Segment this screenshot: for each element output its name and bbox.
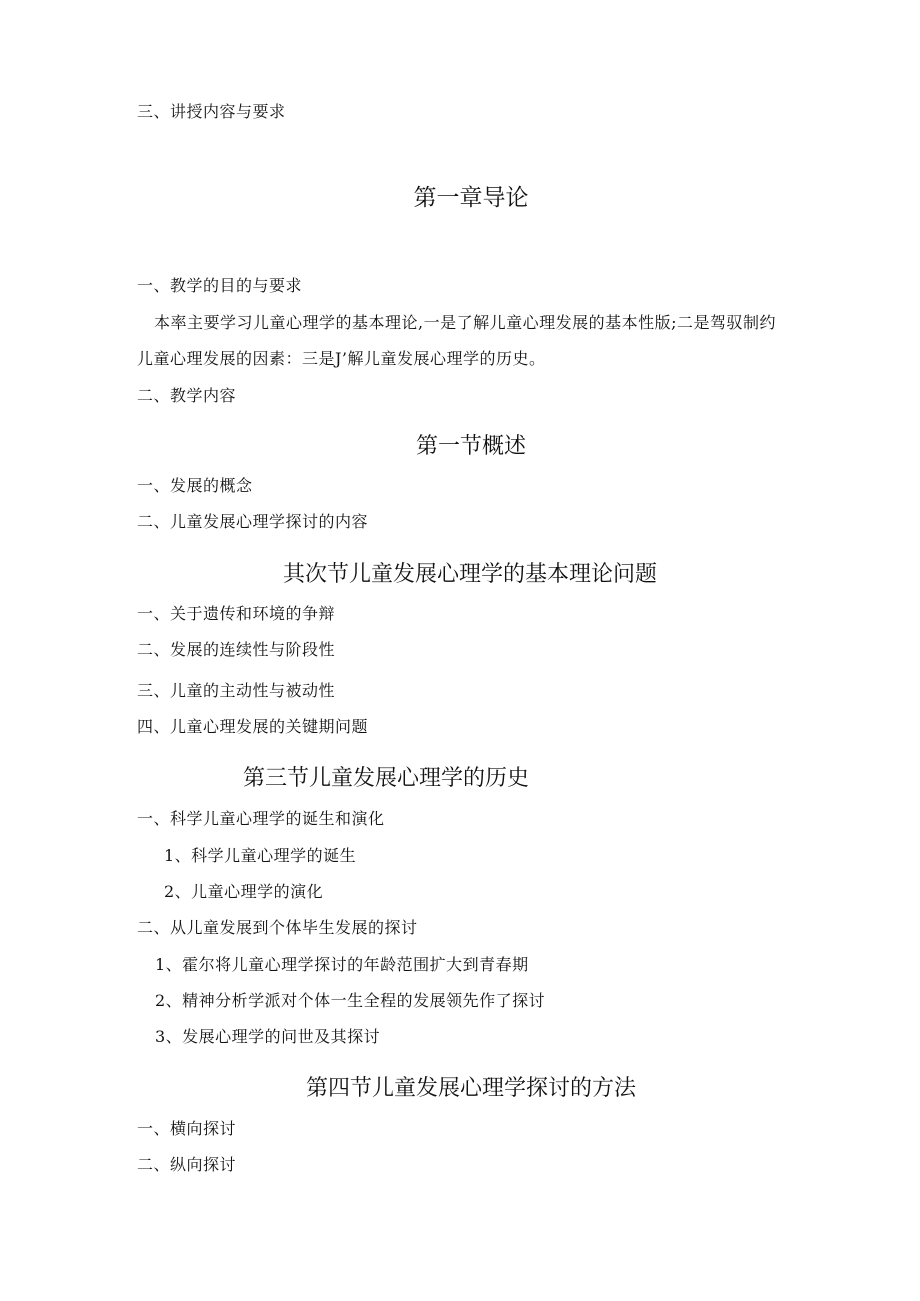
list-item: 1、霍尔将儿童心理学探讨的年龄范围扩大到青春期: [155, 955, 529, 974]
goal-heading: 一、教学的目的与要求: [137, 276, 303, 295]
list-item: 一、关于遗传和环境的争辩: [137, 604, 336, 623]
paragraph-line: 儿童心理发展的因素：三是J’解儿童发展心理学的历史。: [137, 349, 546, 368]
list-item: 一、科学儿童心理学的诞生和演化: [137, 809, 385, 828]
list-item: 一、横向探讨: [137, 1119, 237, 1138]
list-item: 二、儿童发展心理学探讨的内容: [137, 512, 369, 531]
list-item: 3、发展心理学的问世及其探讨: [155, 1027, 381, 1046]
paragraph-line: 本率主要学习儿童心理学的基本理论,一是了解儿童心理发展的基本性版;二是驾驭制约: [154, 313, 776, 332]
list-item: 四、儿童心理发展的关键期问题: [137, 717, 369, 736]
section-title: 第一节概述: [415, 434, 526, 459]
list-item: 二、发展的连续性与阶段性: [137, 640, 336, 659]
list-item: 2、儿童心理学的演化: [164, 882, 324, 901]
section-title: 其次节儿童发展心理学的基本理论问题: [282, 562, 657, 587]
list-item: 二、从儿童发展到个体毕生发展的探讨: [137, 918, 418, 937]
list-item: 2、精神分析学派对个体一生全程的发展领先作了探讨: [155, 991, 546, 1010]
list-item: 二、纵向探讨: [137, 1155, 237, 1174]
content-heading: 二、教学内容: [137, 386, 237, 405]
list-item: 三、儿童的主动性与被动性: [137, 681, 336, 700]
section-title: 第三节儿童发展心理学的历史: [242, 766, 529, 791]
section-title: 第四节儿童发展心理学探讨的方法: [305, 1076, 636, 1101]
list-item: 1、科学儿童心理学的诞生: [164, 846, 357, 865]
section-three-heading: 三、讲授内容与要求: [137, 102, 286, 121]
chapter-title: 第一章导论: [413, 185, 529, 211]
list-item: 一、发展的概念: [137, 476, 253, 495]
